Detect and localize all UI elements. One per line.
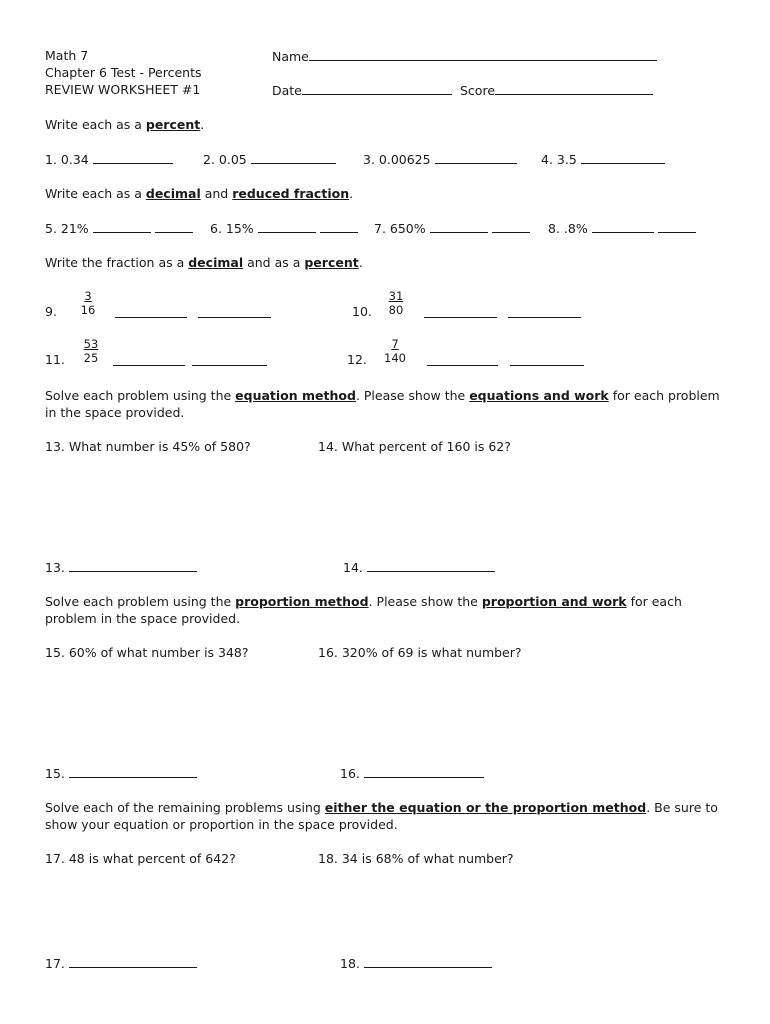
- answer-line[interactable]: [508, 317, 581, 318]
- answer-line[interactable]: [364, 765, 484, 778]
- answer-line[interactable]: [69, 955, 197, 968]
- answer-line[interactable]: [69, 765, 197, 778]
- problem-12-label: 12.: [347, 352, 367, 367]
- answer-18: 18.: [340, 955, 492, 972]
- answer-line[interactable]: [155, 220, 193, 233]
- question-18: 18. 34 is 68% of what number?: [318, 851, 514, 866]
- answer-line[interactable]: [581, 151, 665, 164]
- emphasis-reduced-fraction: reduced fraction: [232, 186, 350, 201]
- fraction-9: $\frac{3}{16}$: [80, 289, 96, 317]
- fraction-11: $\frac{53}{25}$: [83, 337, 99, 365]
- section1-instructions: Write each as a percent.: [45, 117, 205, 132]
- answer-line[interactable]: [492, 220, 530, 233]
- emphasis-percent: percent: [145, 117, 201, 132]
- emphasis-equation-method: equation method: [235, 388, 356, 403]
- answer-line[interactable]: [258, 220, 316, 233]
- course-title: Math 7: [45, 48, 89, 63]
- name-label: Name: [272, 49, 309, 64]
- answer-line[interactable]: [430, 220, 488, 233]
- answer-line[interactable]: [424, 317, 497, 318]
- section2-instructions: Write each as a decimal and reduced fraction.: [45, 186, 354, 201]
- answer-line[interactable]: [435, 151, 517, 164]
- emphasis-equations-and-work: equations and work: [469, 388, 609, 403]
- section5-instructions: Solve each problem using the proportion method. Please show the proportion and work for each problem in the space provided.: [45, 594, 682, 626]
- answer-line[interactable]: [510, 365, 584, 366]
- problem-10-label: 10.: [352, 304, 372, 319]
- date-line: [302, 82, 452, 95]
- problem-7: 7. 650%: [374, 220, 530, 237]
- answer-line[interactable]: [320, 220, 358, 233]
- answer-line[interactable]: [427, 365, 498, 366]
- section3-instructions: Write the fraction as a decimal and as a percent.: [45, 255, 363, 270]
- answer-16: 16.: [340, 765, 484, 782]
- problem-1: 1. 0.34: [45, 151, 173, 168]
- problem-4: 4. 3.5: [541, 151, 665, 168]
- worksheet-title: REVIEW WORKSHEET #1: [45, 82, 201, 97]
- answer-line[interactable]: [198, 317, 271, 318]
- score-line: [495, 82, 653, 95]
- problem-11-label: 11.: [45, 352, 65, 367]
- date-label: Date: [272, 83, 302, 98]
- section6-instructions: Solve each of the remaining problems using either the equation or the proportion method. Be sure to show your equation or proportion in the space provided.: [45, 800, 718, 832]
- answer-line[interactable]: [251, 151, 336, 164]
- problem-5: 5. 21%: [45, 220, 193, 237]
- answer-line[interactable]: [93, 220, 151, 233]
- question-13: 13. What number is 45% of 580?: [45, 439, 251, 454]
- problem-2: 2. 0.05: [203, 151, 336, 168]
- question-15: 15. 60% of what number is 348?: [45, 645, 249, 660]
- section4-instructions: Solve each problem using the equation method. Please show the equations and work for each problem in the space provided.: [45, 388, 720, 420]
- question-14: 14. What percent of 160 is 62?: [318, 439, 511, 454]
- emphasis-either-method: either the equation or the proportion method: [324, 800, 647, 815]
- problem-3: 3. 0.00625: [363, 151, 517, 168]
- answer-line[interactable]: [113, 365, 185, 366]
- problem-9-label: 9.: [45, 304, 57, 319]
- answer-line[interactable]: [192, 365, 267, 366]
- score-label: Score: [460, 83, 496, 98]
- chapter-title: Chapter 6 Test - Percents: [45, 65, 202, 80]
- problem-6: 6. 15%: [210, 220, 358, 237]
- emphasis-percent: percent: [304, 255, 359, 270]
- answer-line[interactable]: [592, 220, 654, 233]
- emphasis-decimal: decimal: [145, 186, 201, 201]
- answer-line[interactable]: [69, 559, 197, 572]
- question-16: 16. 320% of 69 is what number?: [318, 645, 522, 660]
- fraction-10: $\frac{31}{80}$: [388, 289, 404, 317]
- answer-line[interactable]: [658, 220, 696, 233]
- answer-line[interactable]: [115, 317, 187, 318]
- answer-13: 13.: [45, 559, 197, 576]
- answer-14: 14.: [343, 559, 495, 576]
- question-17: 17. 48 is what percent of 642?: [45, 851, 236, 866]
- emphasis-decimal: decimal: [188, 255, 244, 270]
- emphasis-proportion-method: proportion method: [235, 594, 369, 609]
- answer-17: 17.: [45, 955, 197, 972]
- name-field[interactable]: [272, 48, 657, 65]
- answer-15: 15.: [45, 765, 197, 782]
- fraction-12: $\frac{7}{140}$: [384, 337, 406, 365]
- problem-8: 8. .8%: [548, 220, 696, 237]
- answer-line[interactable]: [364, 955, 492, 968]
- date-field[interactable]: [272, 82, 452, 99]
- emphasis-proportion-and-work: proportion and work: [481, 594, 627, 609]
- answer-line[interactable]: [367, 559, 495, 572]
- score-field[interactable]: [460, 82, 653, 99]
- name-line: [309, 48, 657, 61]
- answer-line[interactable]: [93, 151, 173, 164]
